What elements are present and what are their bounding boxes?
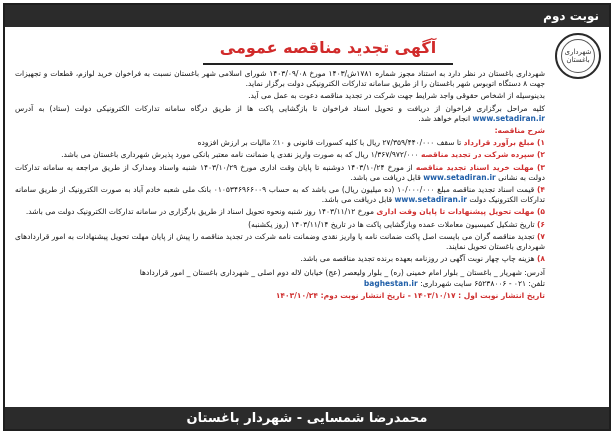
term-item-8 (15, 254, 545, 264)
term-item-4 (15, 185, 545, 205)
term-text-3: از مورخ ۱۴۰۳/۱۰/۲۴ دوشنبه تا پایان وقت اداری مورخ ۱۴۰۳/۱۰/۲۹ شنبه واسناد ومدارک از طریق مراجعه به سامانه تدارکات دولت به نشانی (15, 162, 545, 182)
section-title: شرح مناقصه: (494, 126, 545, 136)
term-item-6 (15, 220, 545, 230)
logo-text: شهرداری باغستان (561, 39, 595, 73)
term-label-8: ۸) (536, 254, 545, 264)
term-text-4: قیمت اسناد تجدید مناقصه مبلغ ۱۰/۰۰۰/۰۰۰ (ده میلیون ریال) می باشد که به حساب ۰۱۰۵۳۴۶۹۶۶۰۰۹ بانک ملی شعبه خادم آباد به صورت الکترونیک از طریق سامانه تدارکات الکترونیک دولت (15, 185, 545, 205)
term-label-6: ۶) (536, 219, 545, 229)
term-label-1: ۱) مبلغ برآورد قرارداد (463, 138, 545, 148)
term-after-link-4: قابل دریافت می باشد. (321, 195, 393, 205)
term-label-7: ۷) (536, 231, 545, 241)
terms-list (15, 138, 545, 264)
advertisement-panel (3, 3, 611, 431)
round-label: نوبت دوم (543, 9, 599, 23)
term-text-7: تجدید مناقصه گران می بایست اصل پاکت ضمانت نامه یا واریز نقدی وضمانت نامه شرکت در تجدید مناقصه را پیش از پایان مهلت تحویل پیشنهادات به امور قراردادهای شهرداری باغستان تحویل نمایند. (15, 231, 545, 252)
municipality-logo (555, 33, 601, 79)
term-text-6: تاریخ تشکیل کمیسیون معاملات عمده وبازگشایی پاکت ها در تاریخ ۱۴۰۳/۱۱/۱۴ (روز یکشنبه) (248, 219, 535, 229)
term-item-7 (15, 232, 545, 252)
term-after-link-3: قابل دریافت می باشد. (350, 172, 421, 182)
phone-text: تلفن: ۰۲۱ - ۶۵۲۳۸۰۰۶ سایت شهرداری: (420, 278, 545, 288)
term-item-5 (15, 207, 545, 217)
term-item-3 (15, 163, 545, 183)
term-label-4: ۴) (536, 185, 545, 195)
term-text-8: هزینه چاپ چهار نوبت آگهی در روزنامه بعهده برنده تجدید مناقصه می باشد. (300, 254, 535, 264)
top-band (5, 5, 609, 27)
term-label-3: ۳) مهلت خرید اسناد تجدید مناقصه (415, 162, 545, 172)
term-item-1 (15, 138, 545, 148)
term-link-4[interactable]: www.setadiran.ir (394, 195, 467, 205)
contact-line (15, 279, 545, 289)
term-label-5: ۵) مهلت تحویل پیشنهادات تا پایان وقت اداری (376, 207, 545, 217)
term-text-5: مورخ ۱۴۰۳/۱۱/۱۲ روز شنبه ونحوه تحویل اسناد از طریق بارگزاری در سامانه تدارکات الکترونیک دولت می باشد. (25, 207, 374, 217)
intro-paragraph-3 (15, 104, 545, 124)
intro-paragraph-2: بدینوسیله از اشخاص حقوقی واجد شرایط جهت شرکت در تجدید مناقصه دعوت به عمل می آید. (248, 91, 545, 101)
notice-content (15, 69, 545, 301)
publication-dates: تاریخ انتشار نوبت اول : ۱۴۰۳/۱۰/۱۷ - تاریخ انتشار نوبت دوم: ۱۴۰۳/۱۰/۲۴ (275, 290, 545, 300)
municipality-site-link[interactable]: baghestan.ir (363, 278, 418, 288)
term-label-2: ۲) سپرده شرکت در تجدید مناقصه (420, 150, 545, 160)
intro-text-3: کلیه مراحل برگزاری فراخوان از دریافت و تحویل اسناد فراخوان تا بازگشایی پاکت ها از طریق درگاه سامانه تدارکات الکترونیکی دولت (ستاد) به آدرس (15, 103, 545, 113)
page-title: آگهی تجدید مناقصه عمومی (203, 33, 453, 65)
address-line: آدرس: شهریار _ باغستان _ بلوار امام خمینی (ره) _ بلوار ولیعصر (عج) خیابان لاله دوم اصلی _ شهرداری باغستان _ امور قراردادها (139, 268, 545, 278)
seta-link[interactable]: www.setadiran.ir (472, 113, 545, 123)
term-item-2 (15, 150, 545, 160)
mayor-signature: محمدرضا شمسایی - شهردار باغستان (186, 411, 428, 426)
term-text-1: تا سقف ۲۷/۳۵۹/۴۴۰/۰۰۰ ریال با کلیه کسورات قانونی و ۱۰٪ مالیات بر ارزش افزوده (197, 138, 462, 148)
term-link-3[interactable]: www.setadiran.ir (423, 172, 496, 182)
intro-paragraph-1: شهرداری باغستان در نظر دارد به استناد مجوز شماره ۱۷۸۱ش/۱۴۰۳ مورخ ۱۴۰۳/۰۹/۰۸ شورای اسلامی شهر باغستان نسبت به فراخوان خرید لوازم، قطعات و تجهیزات جهت ۸ دستگاه اتوبوس شهر باغستان را از طریق سامانه تدارکات الکترونیکی دولت برگزار نماید. (15, 69, 545, 89)
intro-text-4: انجام خواهد شد. (418, 113, 471, 123)
term-text-2: ۱/۳۶۷/۹۷۲/۰۰۰ ریال که به صورت واریز نقدی یا ضمانت نامه معتبر بانکی مورد پذیرش شهرداری باغستان می باشد. (61, 150, 419, 160)
